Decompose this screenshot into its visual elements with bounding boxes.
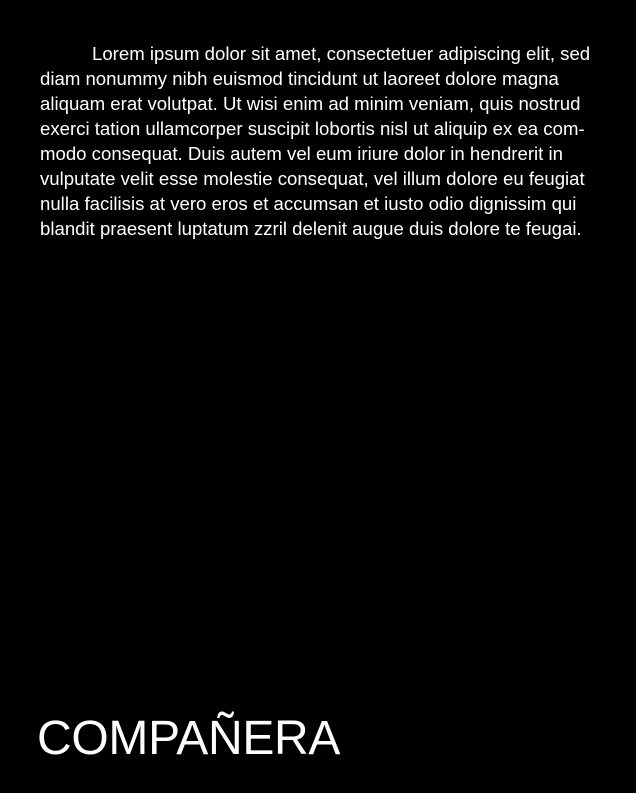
paragraph-line: modo consequat. Duis autem vel eum iriure dolor in hendrerit in (40, 143, 563, 164)
companera-wordmark: COMPAÑERA (37, 712, 341, 765)
paragraph-line: vulputate velit esse molestie consequat, vel illum dolore eu feugiat (40, 168, 585, 189)
paragraph-line: diam nonummy nibh euismod tincidunt ut laoreet dolore magna (40, 68, 559, 89)
paragraph-line: exerci tation ullamcorper suscipit lobortis nisl ut aliquip ex ea com- (40, 118, 585, 139)
paragraph-line: nulla facilisis at vero eros et accumsan et iusto odio dignissim qui (40, 193, 577, 214)
paragraph-line: blandit praesent luptatum zzril delenit augue duis dolore te feugai. (40, 218, 582, 239)
lorem-paragraph (40, 41, 600, 241)
paragraph-line: Lorem ipsum dolor sit amet, consectetuer adipiscing elit, sed (92, 43, 591, 64)
paragraph-line: aliquam erat volutpat. Ut wisi enim ad minim veniam, quis nostrud (40, 93, 581, 114)
